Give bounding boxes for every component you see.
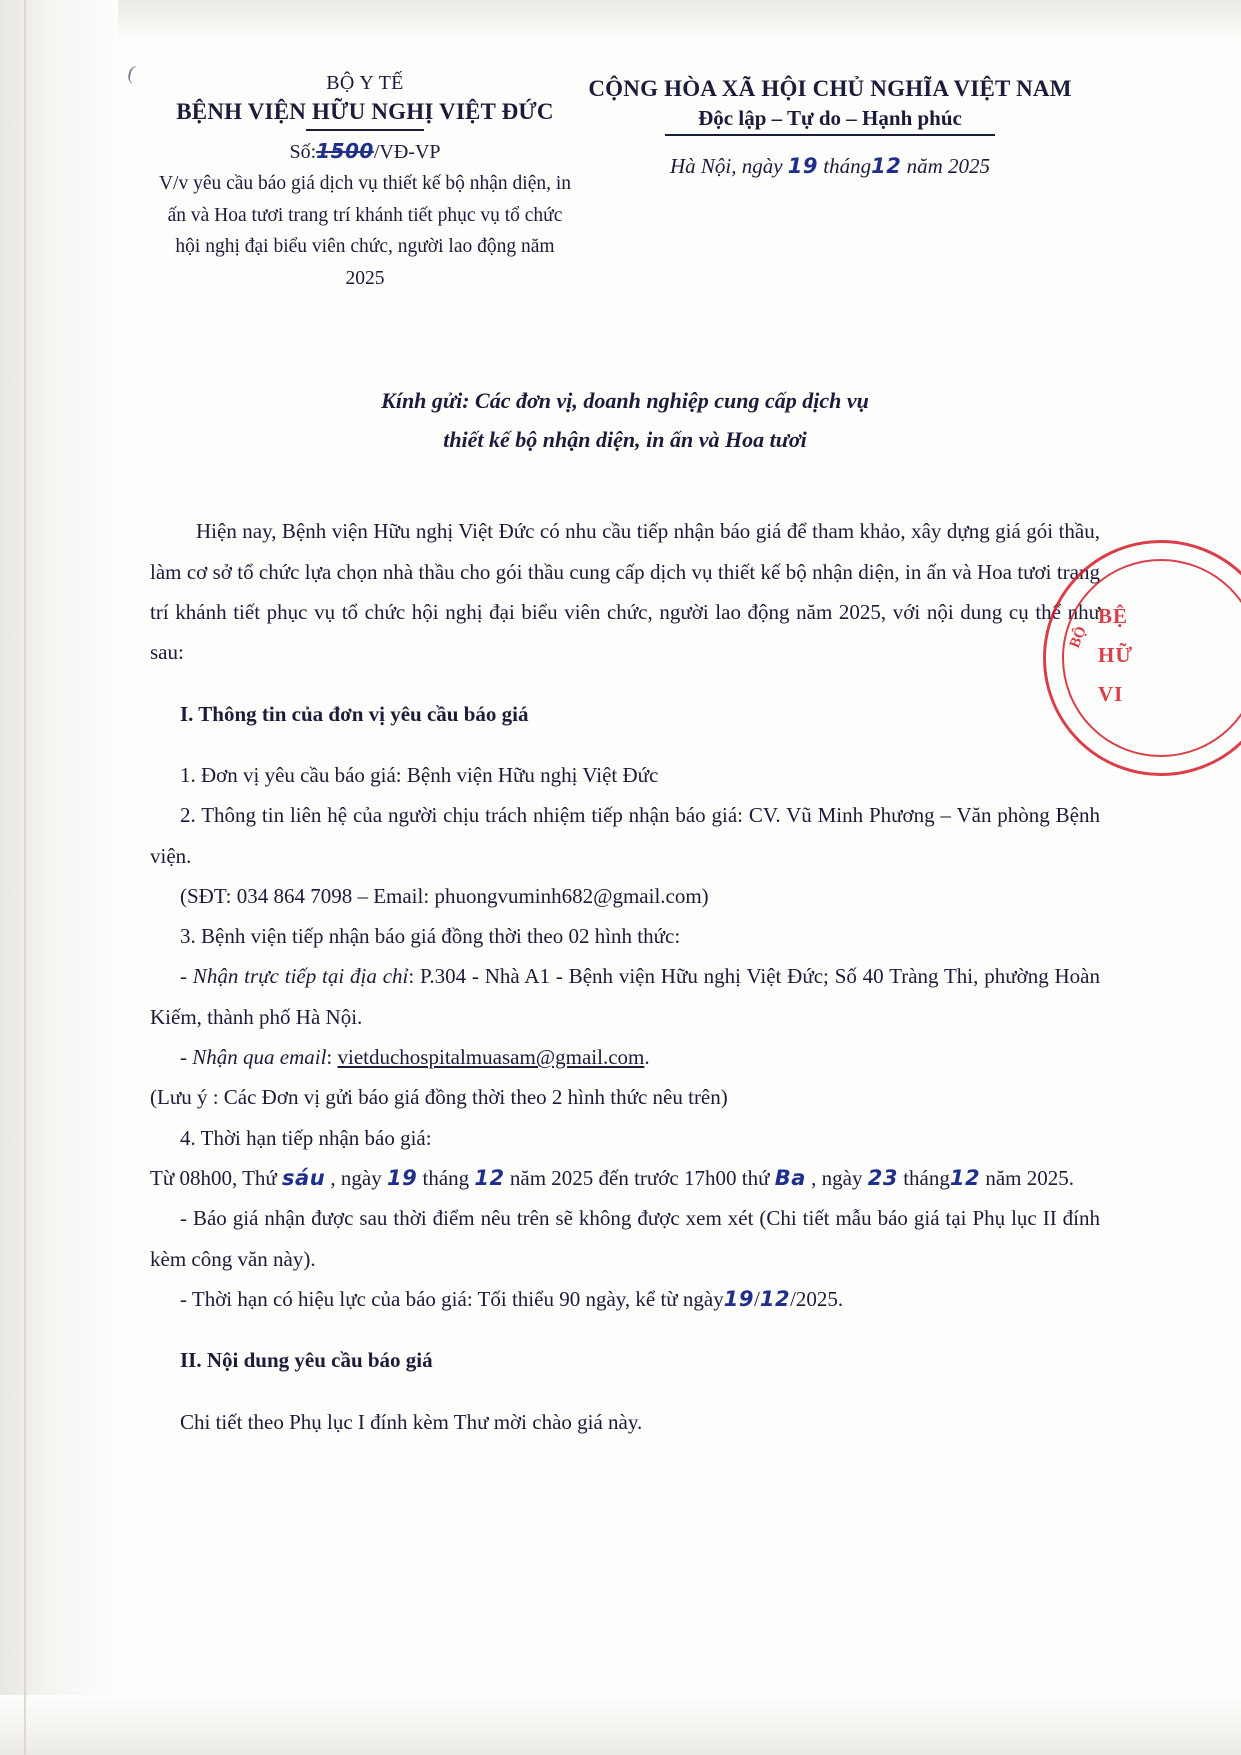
scan-edge-left [0, 0, 118, 1755]
recipient-line-2: thiết kế bộ nhận diện, in ấn và Hoa tươi [443, 426, 807, 452]
body-intro: Hiện nay, Bệnh viện Hữu nghị Việt Đức có nhu cầu tiếp nhận báo giá để tham khảo, xây dựng giá gói thầu, làm cơ sở tổ chức lựa chọn nhà thầu cho gói thầu cung cấp dịch vụ thiết kế bộ nhận diện, in ấn và Hoa tươi trang trí khánh tiết phục vụ tổ chức hội nghị đại biểu viên chức, người lao động năm 2025, với nội dung cụ thể như sau: [150, 519, 1100, 665]
scan-edge-bottom [0, 1695, 1241, 1755]
body-item-2: 2. Thông tin liên hệ của người chịu trách nhiệm tiếp nhận báo giá: CV. Vũ Minh Phương – Văn phòng Bệnh viện. [150, 803, 1100, 868]
body-item-1: 1. Đơn vị yêu cầu báo giá: Bệnh viện Hữu nghị Việt Đức [180, 762, 659, 787]
seal-small-text: BỘ [1066, 624, 1090, 651]
body-item-3: 3. Bệnh viện tiếp nhận báo giá đồng thời theo 02 hình thức: [180, 924, 681, 949]
body-deadline [150, 1158, 1100, 1198]
section-2-title: II. Nội dung yêu cầu báo giá [180, 1348, 433, 1373]
body-note: (Lưu ý : Các Đơn vị gửi báo giá đồng thời theo 2 hình thức nêu trên) [150, 1085, 728, 1110]
country-name: CỘNG HÒA XÃ HỘI CHỦ NGHĨA VIỆT NAM [588, 76, 1072, 101]
document-number-handwritten: 1500 [316, 139, 374, 164]
validity-day: 19 [723, 1286, 754, 1311]
seal-text-line-1: BỆ [1098, 604, 1129, 628]
date-month-label: tháng [823, 154, 872, 178]
deadline-month-2: 12 [949, 1166, 981, 1191]
deadline-day-1: 19 [387, 1166, 418, 1191]
hospital-name: BỆNH VIỆN HỮU NGHỊ VIỆT ĐỨC [176, 99, 554, 124]
deadline-mid-1: , ngày [330, 1166, 382, 1191]
section-2-text: Chi tiết theo Phụ lục I đính kèm Thư mời chào giá này. [180, 1409, 643, 1434]
scan-corner-mark: ( [125, 61, 138, 85]
deadline-prefix: Từ 08h00, Thứ [150, 1166, 277, 1191]
seal-text-line-2: HỮ [1098, 642, 1134, 667]
scan-spine-line [24, 0, 26, 1755]
seal-text-line-3: VI [1098, 681, 1124, 706]
issue-date-line [580, 154, 1080, 179]
deadline-tail: năm 2025. [985, 1166, 1074, 1191]
date-month: 12 [871, 154, 902, 178]
validity-text: - Thời hạn có hiệu lực của báo giá: Tối thiểu 90 ngày, kể từ ngày [180, 1286, 724, 1311]
date-year: năm 2025 [906, 154, 991, 178]
body-item-4: 4. Thời hạn tiếp nhận báo giá: [180, 1125, 432, 1150]
body-item-3b-colon: : [326, 1045, 338, 1070]
document-body [150, 511, 1100, 1442]
recipient-block [150, 382, 1100, 459]
validity-sep-2: /2025. [790, 1286, 844, 1311]
ministry-name: BỘ Y TẾ [326, 72, 404, 94]
body-validity [150, 1279, 1100, 1319]
body-late-note: - Báo giá nhận được sau thời điểm nêu trên sẽ không được xem xét (Chi tiết mẫu báo giá tại Phụ lục II đính kèm công văn này). [150, 1206, 1100, 1271]
body-item-3a [150, 956, 1100, 1037]
header-national-block [580, 70, 1080, 179]
body-item-3b-tail: . [644, 1045, 650, 1070]
document-subject: V/v yêu cầu báo giá dịch vụ thiết kế bộ nhận diện, in ấn và Hoa tươi trang trí khánh tiết phục vụ tổ chức hội nghị đại biểu viên chức, người lao động năm 2025 [158, 173, 572, 289]
body-item-3a-label: - Nhận trực tiếp tại địa chỉ [180, 964, 409, 989]
document-number-label: Số: [289, 141, 317, 164]
header-issuer-block [150, 70, 580, 294]
document-number-line [150, 137, 580, 166]
deadline-month-1: 12 [474, 1166, 505, 1191]
validity-month: 12 [759, 1286, 791, 1311]
deadline-mid-3: năm 2025 đến trước 17h00 thứ [509, 1166, 770, 1191]
deadline-day-2: 23 [867, 1166, 898, 1191]
deadline-mid-4: , ngày [811, 1166, 863, 1191]
national-motto: Độc lập – Tự do – Hạnh phúc [698, 106, 962, 130]
validity-sep-1: / [754, 1286, 760, 1311]
body-item-3a-text: : P.304 - Nhà A1 - Bệnh viện Hữu nghị Việt Đức; Số 40 Tràng Thi, phường Hoàn Kiếm, thành phố Hà Nội. [150, 964, 1100, 1029]
deadline-mid-2: tháng [422, 1166, 470, 1191]
document-number-suffix: /VĐ-VP [373, 141, 441, 164]
deadline-mid-5: tháng [903, 1166, 950, 1191]
section-1-title: I. Thông tin của đơn vị yêu cầu báo giá [180, 701, 529, 726]
email-link[interactable]: vietduchospitalmuasam@gmail.com [337, 1045, 645, 1070]
body-item-3b-label: - Nhận qua email [180, 1045, 327, 1070]
document-content [150, 70, 1100, 1442]
national-divider [665, 134, 995, 136]
document-header [150, 70, 1100, 294]
body-contact: (SĐT: 034 864 7098 – Email: phuongvuminh682@gmail.com) [180, 883, 709, 908]
issuer-divider [306, 129, 424, 131]
date-prefix: Hà Nội, ngày [669, 154, 783, 178]
seal-text [1098, 597, 1133, 714]
body-item-3b [150, 1037, 1100, 1077]
scan-edge-top [0, 0, 1241, 42]
date-day: 19 [787, 154, 819, 178]
recipient-line-1: Kính gửi: Các đơn vị, doanh nghiệp cung cấp dịch vụ [381, 388, 869, 414]
deadline-weekday-1: sáu [282, 1166, 326, 1191]
deadline-weekday-2: Ba [774, 1166, 806, 1191]
